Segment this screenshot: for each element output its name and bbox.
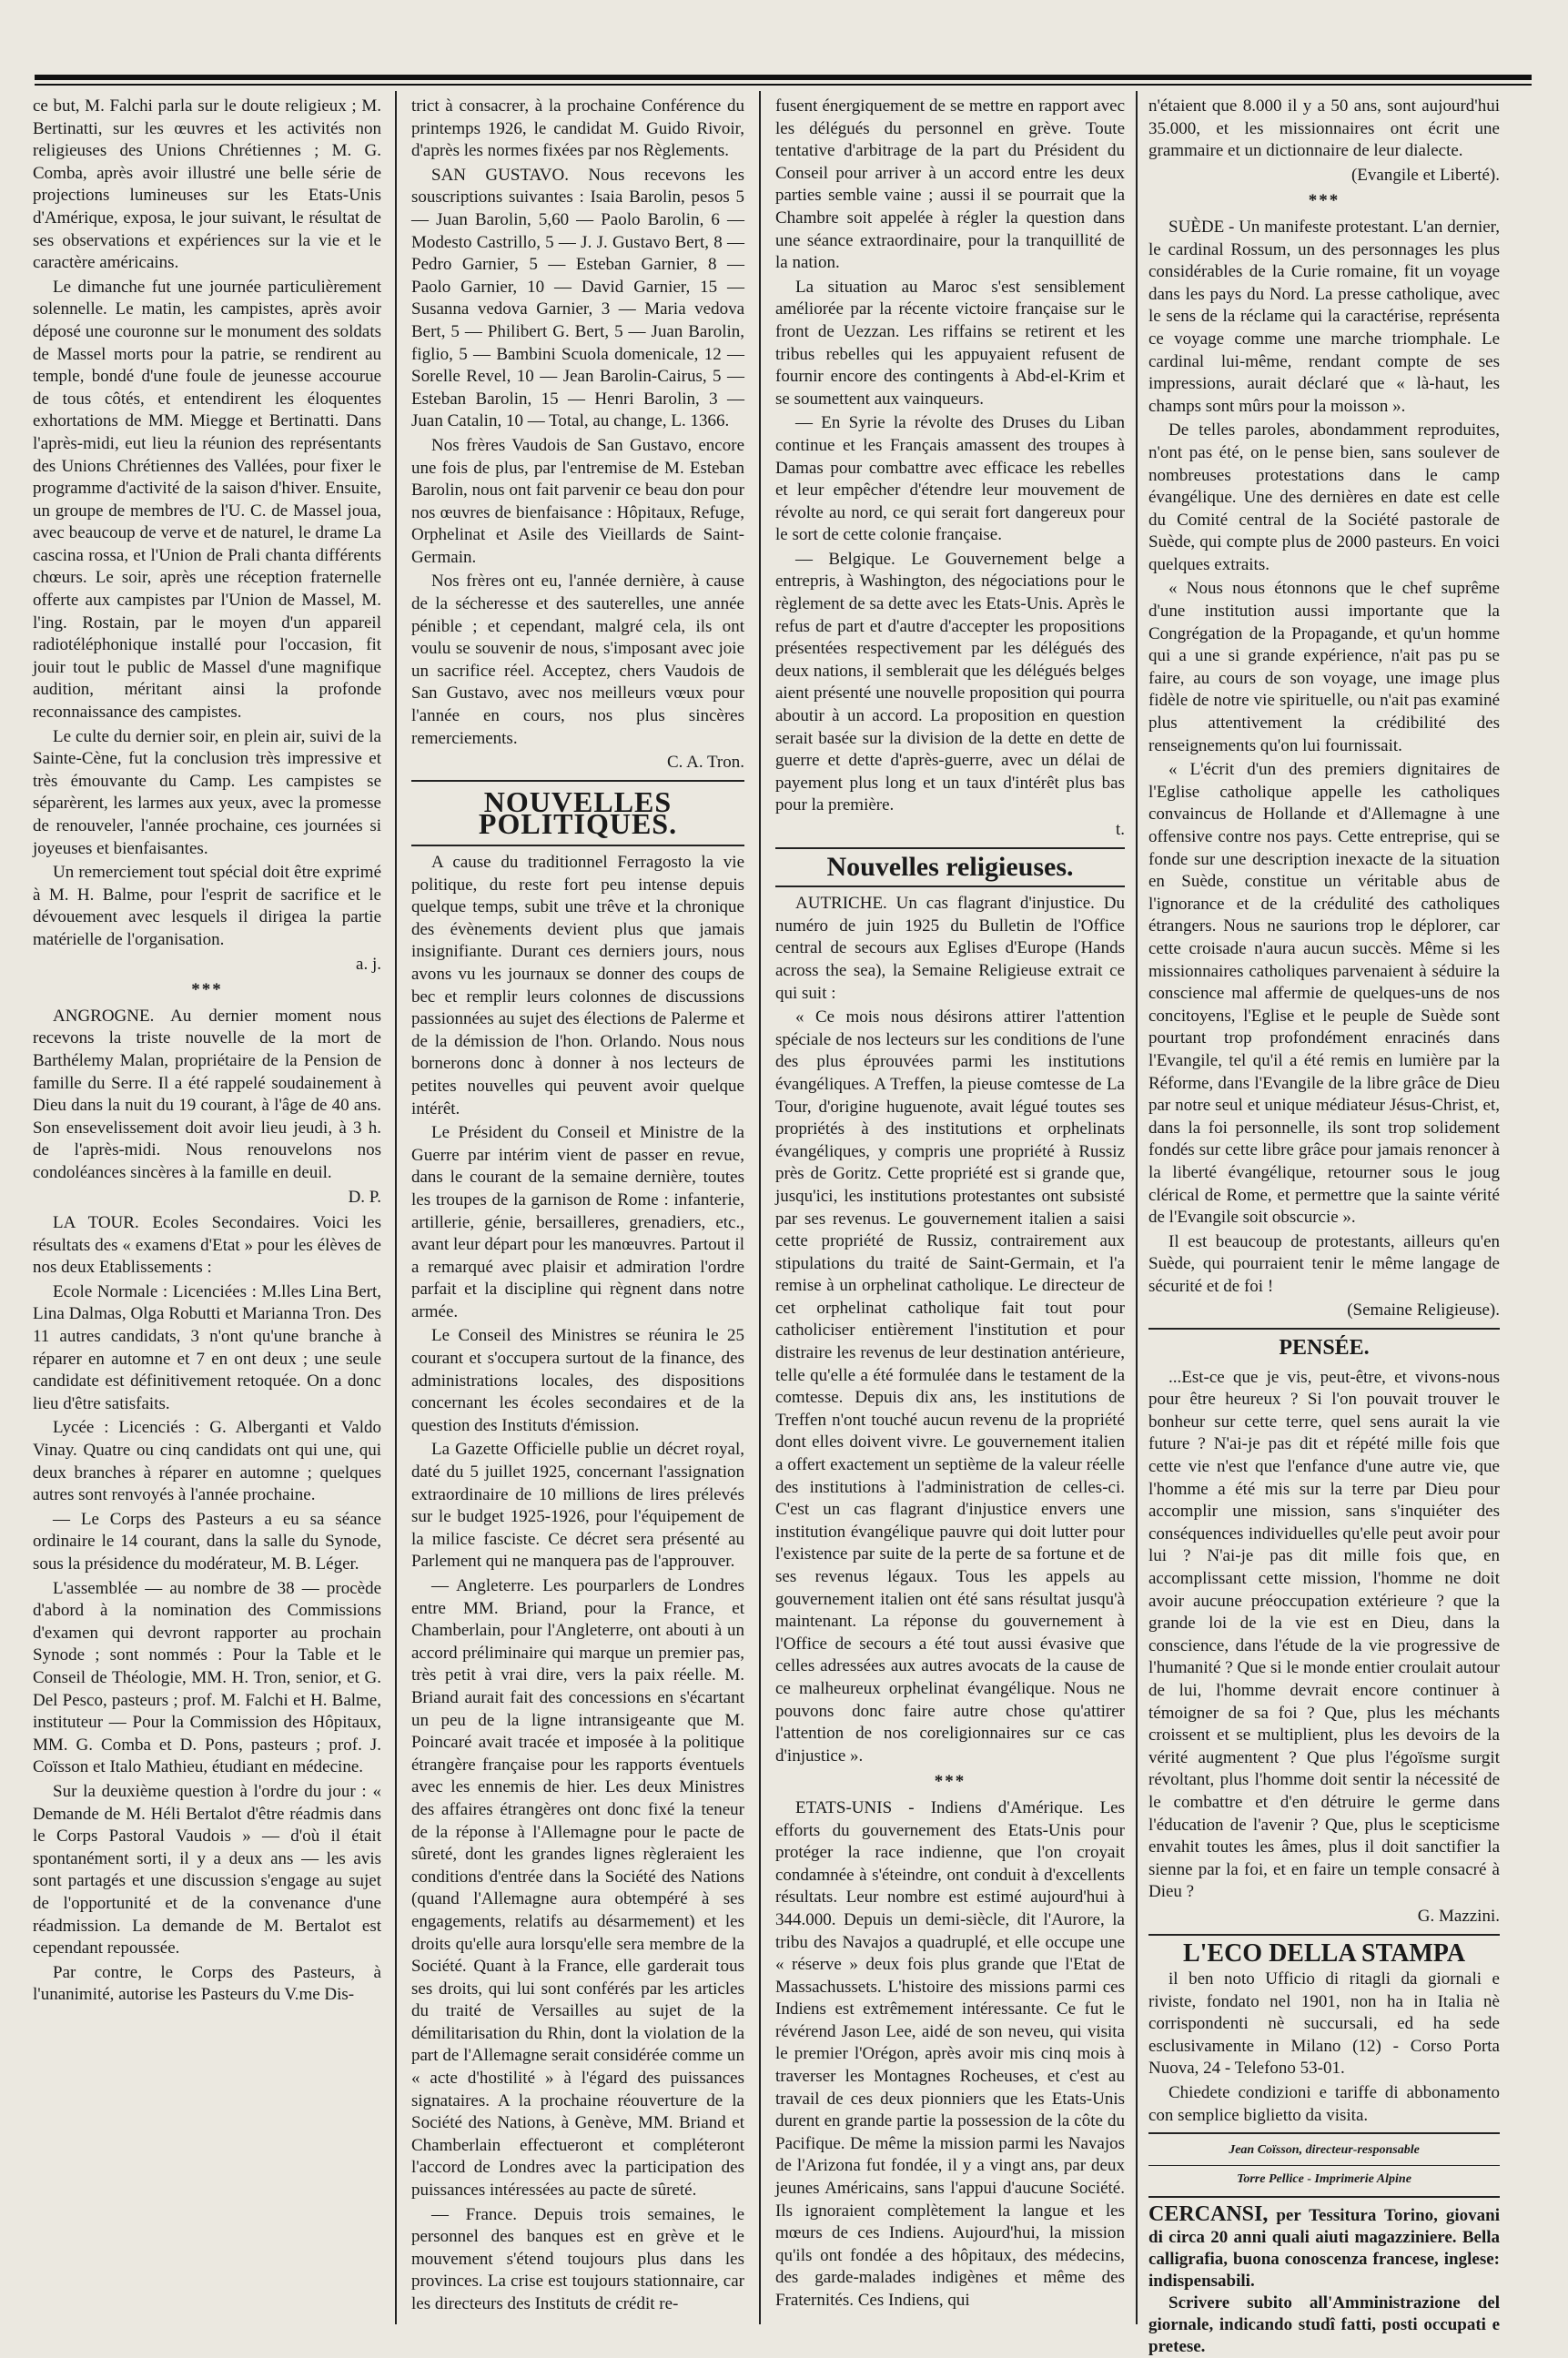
paragraph: « L'écrit d'un des premiers dignitaires de l'Eglise catholique appelle les catholiques convaincus de Hollande et d'Allemagne à une offensive contre nos pays. Cette entreprise, qui se fonde sur une description inexacte de la situation en Suède, constitue un véritable abus de l'ignorance et de la crédulité des catholiques étrangers. Nous ne saurions trop le déplorer, car cette croisade n'aura aucun succès. Même si les missionnaires catholiques parvenaient à séduire la conscience mal affermie de quelques-uns de nos concitoyens, l'Eglise et le peuple de Suède sont pourtant trop profondément enracinés dans l'Evangile, tel qu'il a été remis en lumière par la Réforme, dans l'Evangile de la libre grâce de Dieu par notre seul et unique médiateur Jésus-Christ, et, dans la foi personnelle, ils sont trop solidement fondés sur cette libre grâce pour jamais renoncer à la liberté évangélique, retourner sous le joug clérical de Rome, et permettre que la sainte vérité de l'Evangile soit obscurcie ». bbox=[1148, 760, 1500, 1228]
section-rule bbox=[775, 847, 1125, 849]
paragraph: Ecole Normale : Licenciées : M.lles Lina Bert, Lina Dalmas, Olga Robutti et Marianna Tron. Des 11 autres candidats, 3 n'ont qu'une branche à réparer en automne et 7 en ont deux ; une seule candidate est définitivement retoquée. On a donc lieu d'être satisfaits. bbox=[33, 1281, 381, 1413]
paragraph: La Gazette Officielle publie un décret royal, daté du 5 juillet 1925, concernant l'assignation extraordinaire de 10 millions de lires prélevés sur le budget 1925-1926, pour l'équipement de la milice fasciste. Ce décret sera présenté au Parlement qui ne manquera pas de l'approuver. bbox=[411, 1440, 744, 1572]
paragraph: — Le Corps des Pasteurs a eu sa séance ordinaire le 14 courant, dans la salle du Synode, sous la présidence du modérateur, M. B. Léger. bbox=[33, 1509, 381, 1574]
section-rule bbox=[411, 780, 744, 782]
header-rule-thin bbox=[35, 84, 1532, 86]
paragraph: Nos frères Vaudois de San Gustavo, encore une fois de plus, par l'entremise de M. Esteban Barolin, nous ont fait parvenir ce beau don pour nos œuvres de bienfaisance : Hôpitaux, Refuge, Orphelinat et Asile des Vieillards de Saint-Germain. bbox=[411, 435, 744, 567]
paragraph: ETATS-UNIS - Indiens d'Amérique. Les efforts du gouvernement des Etats-Unis pour protéger la race indienne, que l'on croyait condamnée à s'éteindre, ont conduit à d'excellents résultats. Leur nombre est estimé aujourd'hui à 344.000. Depuis un demi-siècle, dit l'Aurore, la tribu des Navajos a quadruplé, et elle occupe une « réserve » deux fois plus grande que l'Etat de Massachussets. L'histoire des missions parmi ces Indiens est extrêmement intéressante. Ce fut le révérend Jason Lee, aidé de son neveu, qui visita le premier l'Orégon, après avoir mis cinq mois à traverser les Montagnes Rocheuses, et c'est au travail de ces deux pionniers que les Etats-Unis durent en grande partie la possession de la côte du Pacifique. De même la mission parmi les Navajos de l'Arizona fut fondée, il y a vingt ans, par deux jeunes Américains, sans l'appui d'aucune Société. Ils ignoraient complètement la langue et les mœurs de ces Indiens. Aujourd'hui, la mission qu'ils ont fondée a des hôpitaux, des médecins, des garde-malades indigènes et même des Fraternités. Ces Indiens, qui bbox=[775, 1797, 1125, 2310]
paragraph: La situation au Maroc s'est sensiblement améliorée par la récente victoire française sur le front de Uezzan. Les riffains se retirent et les tribus rebelles qui les appuyaient refusent de fournir encore des contingents à Abd-el-Krim et se soumettent aux vainqueurs. bbox=[775, 277, 1125, 409]
column-1 bbox=[33, 96, 381, 2323]
classified-ad-heading: CERCANSI, bbox=[1148, 2202, 1269, 2227]
signature: G. Mazzini. bbox=[1417, 1906, 1500, 1926]
section-separator: *** bbox=[1308, 191, 1340, 211]
paragraph: ...Est-ce que je vis, peut-être, et vivons-nous pour être heureux ? Si l'on pouvait trouver le bonheur sur cette terre, quel sens aurait la vie future ? N'ai-je pas dit et répété mille fois que cette vie n'est que l'enfance d'une autre vie, que l'homme a été mis sur la terre par Dieu pour accomplir une mission, sans s'inquiéter des conséquences individuelles qu'elle peut avoir pour lui ? N'ai-je pas dit mille fois que, en accomplissant cette mission, l'homme ne doit avoir aucune préoccupation extérieure ? que la grande loi de la vie est en Dieu, dans la conscience, dans l'étude de la vie progressive de l'humanité ? Que si le monde entier croulait autour de lui, l'homme devrait encore continuer à témoigner de sa foi ? Que, plus les méchants croissent et se multiplient, plus les devoirs de la vérité augmentent ? Que plus l'égoïsme surgit révoltant, plus l'homme doit sentir la nécessité de le combattre et d'en détruire le germe dans l'éducation de l'avenir ? Que, plus le scepticisme envahit toutes les âmes, plus il doit sanctifier la sienne par la foi, et en faire un temple consacré à Dieu ? bbox=[1148, 1367, 1500, 1902]
classified-ad-text: per Tessitura Torino, giovani di circa 20 anni quali aiuti magazziniere. Bella calligrafia, buona conoscenza francese, inglese: indispensabili. bbox=[1148, 2206, 1501, 2292]
column-divider bbox=[1136, 91, 1138, 2324]
section-rule bbox=[411, 845, 744, 846]
section-rule bbox=[1148, 2165, 1500, 2166]
column-2 bbox=[411, 96, 744, 2323]
advert-text: il ben noto Ufficio di ritagli da giornali e riviste, fondato nel 1901, non ha in Italia nè corrispondenti nè succursali, ed ha sede esclusivamente in Milano (12) - Corso Porta Nuova, 24 - Telefono 53-01. bbox=[1148, 1969, 1500, 2079]
section-rule bbox=[1148, 2196, 1500, 2198]
advert-title: L'ECO DELLA STAMPA bbox=[1182, 1938, 1466, 1968]
paragraph: LA TOUR. Ecoles Secondaires. Voici les résultats des « examens d'Etat » pour les élèves de nos deux Etablissements : bbox=[33, 1213, 381, 1278]
imprint-printer: Torre Pellice - Imprimerie Alpine bbox=[1237, 2171, 1411, 2186]
header-rule bbox=[35, 75, 1532, 80]
section-separator: *** bbox=[934, 1772, 966, 1792]
paragraph: L'assemblée — au nombre de 38 — procède d'abord à la nomination des Commissions d'examen qui devront rapporter au prochain Synode ; sont nommés : Pour la Table et le Conseil de Théologie, MM. H. Tron, senior, et G. Del Pesco, pasteurs ; prof. M. Falchi et H. Balme, instituteur — Pour la Commission des Hôpitaux, MM. G. Comba et D. Pons, pasteurs ; prof. J. Coïsson et Italo Mathieu, étudiant en médecine. bbox=[33, 1578, 381, 1777]
signature: (Semaine Religieuse). bbox=[1347, 1300, 1500, 1321]
paragraph: Sur la deuxième question à l'ordre du jour : « Demande de M. Héli Bertalot d'être réadmis dans le Corps Pastoral Vaudois » — d'où il était spontanément sorti, il y a deux ans — les avis sont partagés et une discussion s'engage au sujet de l'opportunité et de la convenance d'une réadmission. La demande de M. Bertalot est cependant repoussée. bbox=[33, 1781, 381, 1958]
paragraph: ce but, M. Falchi parla sur le doute religieux ; M. Bertinatti, sur les œuvres et les activités non religieuses des Unions Chrétiennes ; M. G. Comba, après avoir illustré une belle série de projections lumineuses sur les Etats-Unis d'Amérique, exposa, le jour suivant, le résultat de ses observations et expériences sur la vie et le caractère américains. bbox=[33, 96, 381, 273]
column-4 bbox=[1148, 96, 1501, 2357]
imprint-director: Jean Coïsson, directeur-responsable bbox=[1229, 2143, 1420, 2158]
paragraph: Nos frères ont eu, l'année dernière, à cause de la sécheresse et des sauterelles, une année pénible ; et cependant, malgré cela, ils ont voulu se souvenir de nous, s'imposant avec joie un sacrifice réel. Acceptez, chers Vaudois de San Gustavo, avec nos meilleurs vœux pour l'année en cours, nos plus sincères remerciements. bbox=[411, 572, 744, 748]
paragraph: Le Conseil des Ministres se réunira le 25 courant et s'occupera surtout de la finance, des administrations locales, des dispositions concernant les écoles secondaires et de la question des Instituts d'émission. bbox=[411, 1326, 744, 1435]
column-divider bbox=[395, 91, 397, 2324]
paragraph: n'étaient que 8.000 il y a 50 ans, sont aujourd'hui 35.000, et les missionnaires ont écrit une grammaire et un dictionnaire de leur dialecte. bbox=[1148, 96, 1500, 161]
section-separator: *** bbox=[191, 980, 223, 1000]
paragraph: trict à consacrer, à la prochaine Conférence du printemps 1926, le candidat M. Guido Rivoir, d'après les normes fixées par nos Règlements. bbox=[411, 96, 744, 161]
section-rule bbox=[775, 886, 1125, 887]
classified-ad bbox=[1148, 2203, 1500, 2292]
paragraph: — France. Depuis trois semaines, le personnel des banques est en grève et le mouvement s'étend toujours plus dans les provinces. La crise est toujours stationnaire, car les directeurs des Instituts de crédit re- bbox=[411, 2204, 744, 2313]
column-divider bbox=[759, 91, 761, 2324]
paragraph: De telles paroles, abondamment reproduites, n'ont pas été, on le pense bien, sans soulever de nombreuses protestations dans le camp évangélique. Une des dernières en date est celle du Comité central de la Société pastorale de Suède, qui compte plus de 2000 pasteurs. En voici quelques extraits. bbox=[1148, 420, 1500, 574]
section-rule bbox=[1148, 2132, 1500, 2134]
paragraph: ANGROGNE. Au dernier moment nous recevons la triste nouvelle de la mort de Barthélemy Malan, propriétaire de la Pension de famille du Serre. Il a été rappelé soudainement à Dieu dans la nuit du 19 courant, à l'âge de 40 ans. Son ensevelissement doit avoir lieu jeudi, à 3 h. de l'après-midi. Nous renouvelons nos condoléances sincères à la famille en deuil. bbox=[33, 1006, 381, 1182]
signature: a. j. bbox=[356, 954, 381, 974]
column-3 bbox=[775, 96, 1125, 2323]
section-heading-religious: Nouvelles religieuses. bbox=[826, 851, 1074, 882]
paragraph: A cause du traditionnel Ferragosto la vie politique, du reste fort peu intense depuis quelque temps, subit une trêve et la chronique des évènements devient plus que jamais insignifiante. Durant ces derniers jours, nous avons vu les journaux se donner des coups de bec et remplir leurs colonnes de discussions passionnées au sujet des élections de Palerme et de la démission de l'hon. Orlando. Nous nous bornerons donc à donner à nos lecteurs de petites nouvelles qui peuvent avoir quelque intérêt. bbox=[411, 853, 744, 1118]
paragraph: — Angleterre. Les pourparlers de Londres entre MM. Briand, pour la France, et Chamberlain, pour l'Angleterre, ont abouti à un accord préliminaire qui marque un premier pas, très petit à vrai dire, vers la paix réelle. M. Briand aurait fait des concessions en s'écartant un peu de la ligne intransigeante que M. Poincaré avait tracée et imposée à la politique étrangère française pour les rapports éventuels avec les ennemis de hier. Les deux Ministres des affaires étrangères ont donc fixé la teneur de la réponse à l'Allemagne pour le pacte de sûreté, dont les grandes lignes règleraient les conditions d'entrée dans la Société des Nations (quand l'Allemagne aura obtempéré à ses engagements, relatifs au désarmement) et les droits qu'elle aura lorsqu'elle sera membre de la Société. Quant à la France, elle garderait tous ses droits, qui lui sont conférés par les articles du traité de Versailles au sujet de la démilitarisation du Rhin, dont la violation de la part de l'Allemagne serait considérée comme un « acte d'hostilité » à l'égard des puissances signataires. A la prochaine réouverture de la Société des Nations, à Genève, MM. Briand et Chamberlain effectueront et compléteront l'accord de Londres avec la participation des puissances intéressées au pacte de sûreté. bbox=[411, 1576, 744, 2201]
paragraph: Le Président du Conseil et Ministre de la Guerre par intérim vient de passer en revue, dans le courant de la semaine dernière, toutes les troupes de la garnison de Rome : infanterie, artillerie, génie, bersailleres, grenadiers, etc., avant leur départ pour les manœuvres. Partout il a remarqué avec plaisir et admiration l'ordre parfait et la discipline qui règnent dans notre armée. bbox=[411, 1123, 744, 1321]
signature: t. bbox=[1115, 820, 1125, 839]
section-rule bbox=[1148, 1328, 1500, 1330]
paragraph: Par contre, le Corps des Pasteurs, à l'unanimité, autorise les Pasteurs du V.me Dis- bbox=[33, 1962, 381, 2005]
paragraph: AUTRICHE. Un cas flagrant d'injustice. Du numéro de juin 1925 du Bulletin de l'Office central de secours aux Eglises d'Europe (Hands across the sea), la Semaine Religieuse extrait ce qui suit : bbox=[775, 894, 1125, 1003]
paragraph: — Belgique. Le Gouvernement belge a entrepris, à Washington, des négociations pour le règlement de sa dette avec les Etats-Unis. Après le refus de part et d'autre d'accepter les propositions présentées respectivement par les délégués des deux nations, il semblerait que les délégués belges aient présenté une nouvelle proposition qui pourra aboutir à un accord. La proposition en question serait basée sur la division de la dette en dette de guerre et dette d'après-guerre, avec un délai de payement plus long et un taux d'intérêt plus bas pour la première. bbox=[775, 549, 1125, 815]
paragraph: « Nous nous étonnons que le chef suprême d'une institution aussi importante que la Congrégation de la Propagande, et qu'un homme qui a une si grande expérience, n'ait pas pu se faire, au cours de son voyage, une image plus fidèle de notre vie spirituelle, ou n'ait pas examiné plus attentivement la crédibilité des renseignements qu'on lui fournissait. bbox=[1148, 579, 1500, 755]
paragraph: Le culte du dernier soir, en plein air, suivi de la Sainte-Cène, fut la conclusion très impressive et très émouvante du Camp. Les campistes se séparèrent, les larmes aux yeux, avec la promesse de renouveler, l'année prochaine, ces journées si joyeuses et bienfaisantes. bbox=[33, 726, 381, 858]
classified-ad-contact: Scrivere subito all'Amministrazione del giornale, indicando studî fatti, posti occupati e pretese. bbox=[1148, 2293, 1500, 2357]
section-rule bbox=[1148, 1934, 1500, 1936]
signature: D. P. bbox=[348, 1187, 381, 1207]
signature: C. A. Tron. bbox=[666, 753, 744, 773]
paragraph: Un remerciement tout spécial doit être exprimé à M. H. Balme, pour l'esprit de sacrifice et le dévouement avec lesquels il dirigea la partie matérielle de l'organisation. bbox=[33, 863, 381, 949]
paragraph: SUÈDE - Un manifeste protestant. L'an dernier, le cardinal Rossum, un des personnages les plus considérables de la Curie romaine, fit un voyage dans les pays du Nord. La presse catholique, avec le sens de la réclame qui la caractérise, représenta ce voyage comme une marche triomphale. Le cardinal lui-même, rendant compte de ses impressions, aurait déclaré que « là-haut, les champs sont mûrs pour la moisson ». bbox=[1148, 217, 1500, 416]
paragraph: Il est beaucoup de protestants, ailleurs qu'en Suède, qui pourraient tenir le même langage de sécurité et de foi ! bbox=[1148, 1231, 1500, 1296]
section-heading-pensee: PENSÉE. bbox=[1279, 1336, 1370, 1361]
section-heading-politics: NOUVELLES POLITIQUES. bbox=[478, 784, 678, 841]
advert-text: Chiedete condizioni e tariffe di abbonamento con semplice biglietto da visita. bbox=[1148, 2083, 1500, 2125]
paragraph: Le dimanche fut une journée particulièrement solennelle. Le matin, les campistes, après avoir déposé une couronne sur le monument des soldats de Massel morts pour la patrie, se rendirent au temple, bondé d'une foule de jeunesse accourue de tous côtés, et entendirent les éloquentes exhortations de MM. Miegge et Bertinatti. Dans l'après-midi, eut lieu la réunion des représentants des Unions Chrétiennes des Vallées, pour fixer le programme d'activité de la saison d'hiver. Ensuite, un groupe de membres de l'U. C. de Massel joua, avec beaucoup de verve et de naturel, le drame La cascina rossa, et l'Union de Prali chanta différents chœurs. Le soir, après une réception fraternelle offerte aux campistes par l'Union de Massel, M. l'ing. Rostain, par le moyen d'un appareil radiotéléphonique installé pour l'occasion, fit jouir tout le public de Massel d'une magnifique audition, méritant ainsi la profonde reconnaissance des campistes. bbox=[33, 277, 381, 723]
paragraph: « Ce mois nous désirons attirer l'attention spéciale de nos lecteurs sur les conditions de l'une des plus éprouvées parmi les institutions évangéliques. A Treffen, la pieuse comtesse de La Tour, d'origine huguenote, avait légué toutes ses propriétés à des institutions et orphelinats évangéliques, y compris une propriété à Russiz près de Goritz. Cette propriété est si grande que, jusqu'ici, les institutions protestantes ont subsisté par ses revenus. Le gouvernement italien a saisi cette propriété de Russiz, contrairement aux stipulations du traité de Saint-Germain, et l'a remise à un orphelinat catholique. Le directeur de cet orphelinat catholique fait tout pour catholiciser entièrement l'institution et pour distraire les revenus de leur destination antérieure, telle qu'elle a été formulée dans le testament de la comtesse. Depuis dix ans, les institutions de Treffen n'ont touché aucun revenu de la propriété dont elles doivent vivre. Le gouvernement italien a offert exactement un septième de la valeur réelle des institutions à l'administration de celles-ci. C'est un cas flagrant d'injustice envers une institution évangélique pauvre qui doit lutter pour l'existence par suite de la perte de sa fortune et de ses revenus légaux. Tous les appels au gouvernement italien ont été sans résultat jusqu'à maintenant. La réponse du gouvernement à l'Office de secours a été tout aussi évasive que celles adressées aux autres avocats de la cause de ce malheureux orphelinat évangélique. Nous ne pouvons donc faire autre chose qu'attirer l'attention de nos coreligionnaires sur ce cas d'injustice ». bbox=[775, 1007, 1125, 1766]
paragraph: Lycée : Licenciés : G. Alberganti et Valdo Vinay. Quatre ou cinq candidats ont qui une, qui deux branches à réparer en automne ; quelques autres sont renvoyés à l'année prochaine. bbox=[33, 1418, 381, 1505]
signature: (Evangile et Liberté). bbox=[1351, 165, 1500, 185]
paragraph: fusent énergiquement de se mettre en rapport avec les délégués du personnel en grève. Toute tentative d'arbitrage de la part du Président du Conseil pour arriver à un accord entre les deux parties semble vaine ; aussi il se pourrait que la Chambre soit appelée à régler la question dans une séance extraordinaire, pour la tranquillité de la nation. bbox=[775, 96, 1125, 273]
paragraph: SAN GUSTAVO. Nous recevons les souscriptions suivantes : Isaia Barolin, pesos 5 — Juan Barolin, 5,60 — Paolo Barolin, 6 — Modesto Castrillo, 5 — J. J. Gustavo Bert, 8 — Pedro Garnier, 5 — Esteban Garnier, 8 — Paolo Garnier, 10 — David Garnier, 15 — Susanna vedova Garnier, 3 — Maria vedova Bert, 5 — Philibert G. Bert, 5 — Juan Barolin, figlio, 5 — Bambini Scuola domenicale, 12 — Sorelle Revel, 10 — Jean Barolin-Cairus, 5 — Esteban Barolin, 15 — Henri Barolin, 3 — Juan Catalin, 10 — Total, au change, L. 1366. bbox=[411, 165, 744, 431]
paragraph: — En Syrie la révolte des Druses du Liban continue et les Français amassent des troupes à Damas pour combattre avec efficace les rebelles et leur empêcher d'étendre leur mouvement de révolte au nord, ce qui serait fort dangereux pour le sort de cette colonie française. bbox=[775, 413, 1125, 545]
